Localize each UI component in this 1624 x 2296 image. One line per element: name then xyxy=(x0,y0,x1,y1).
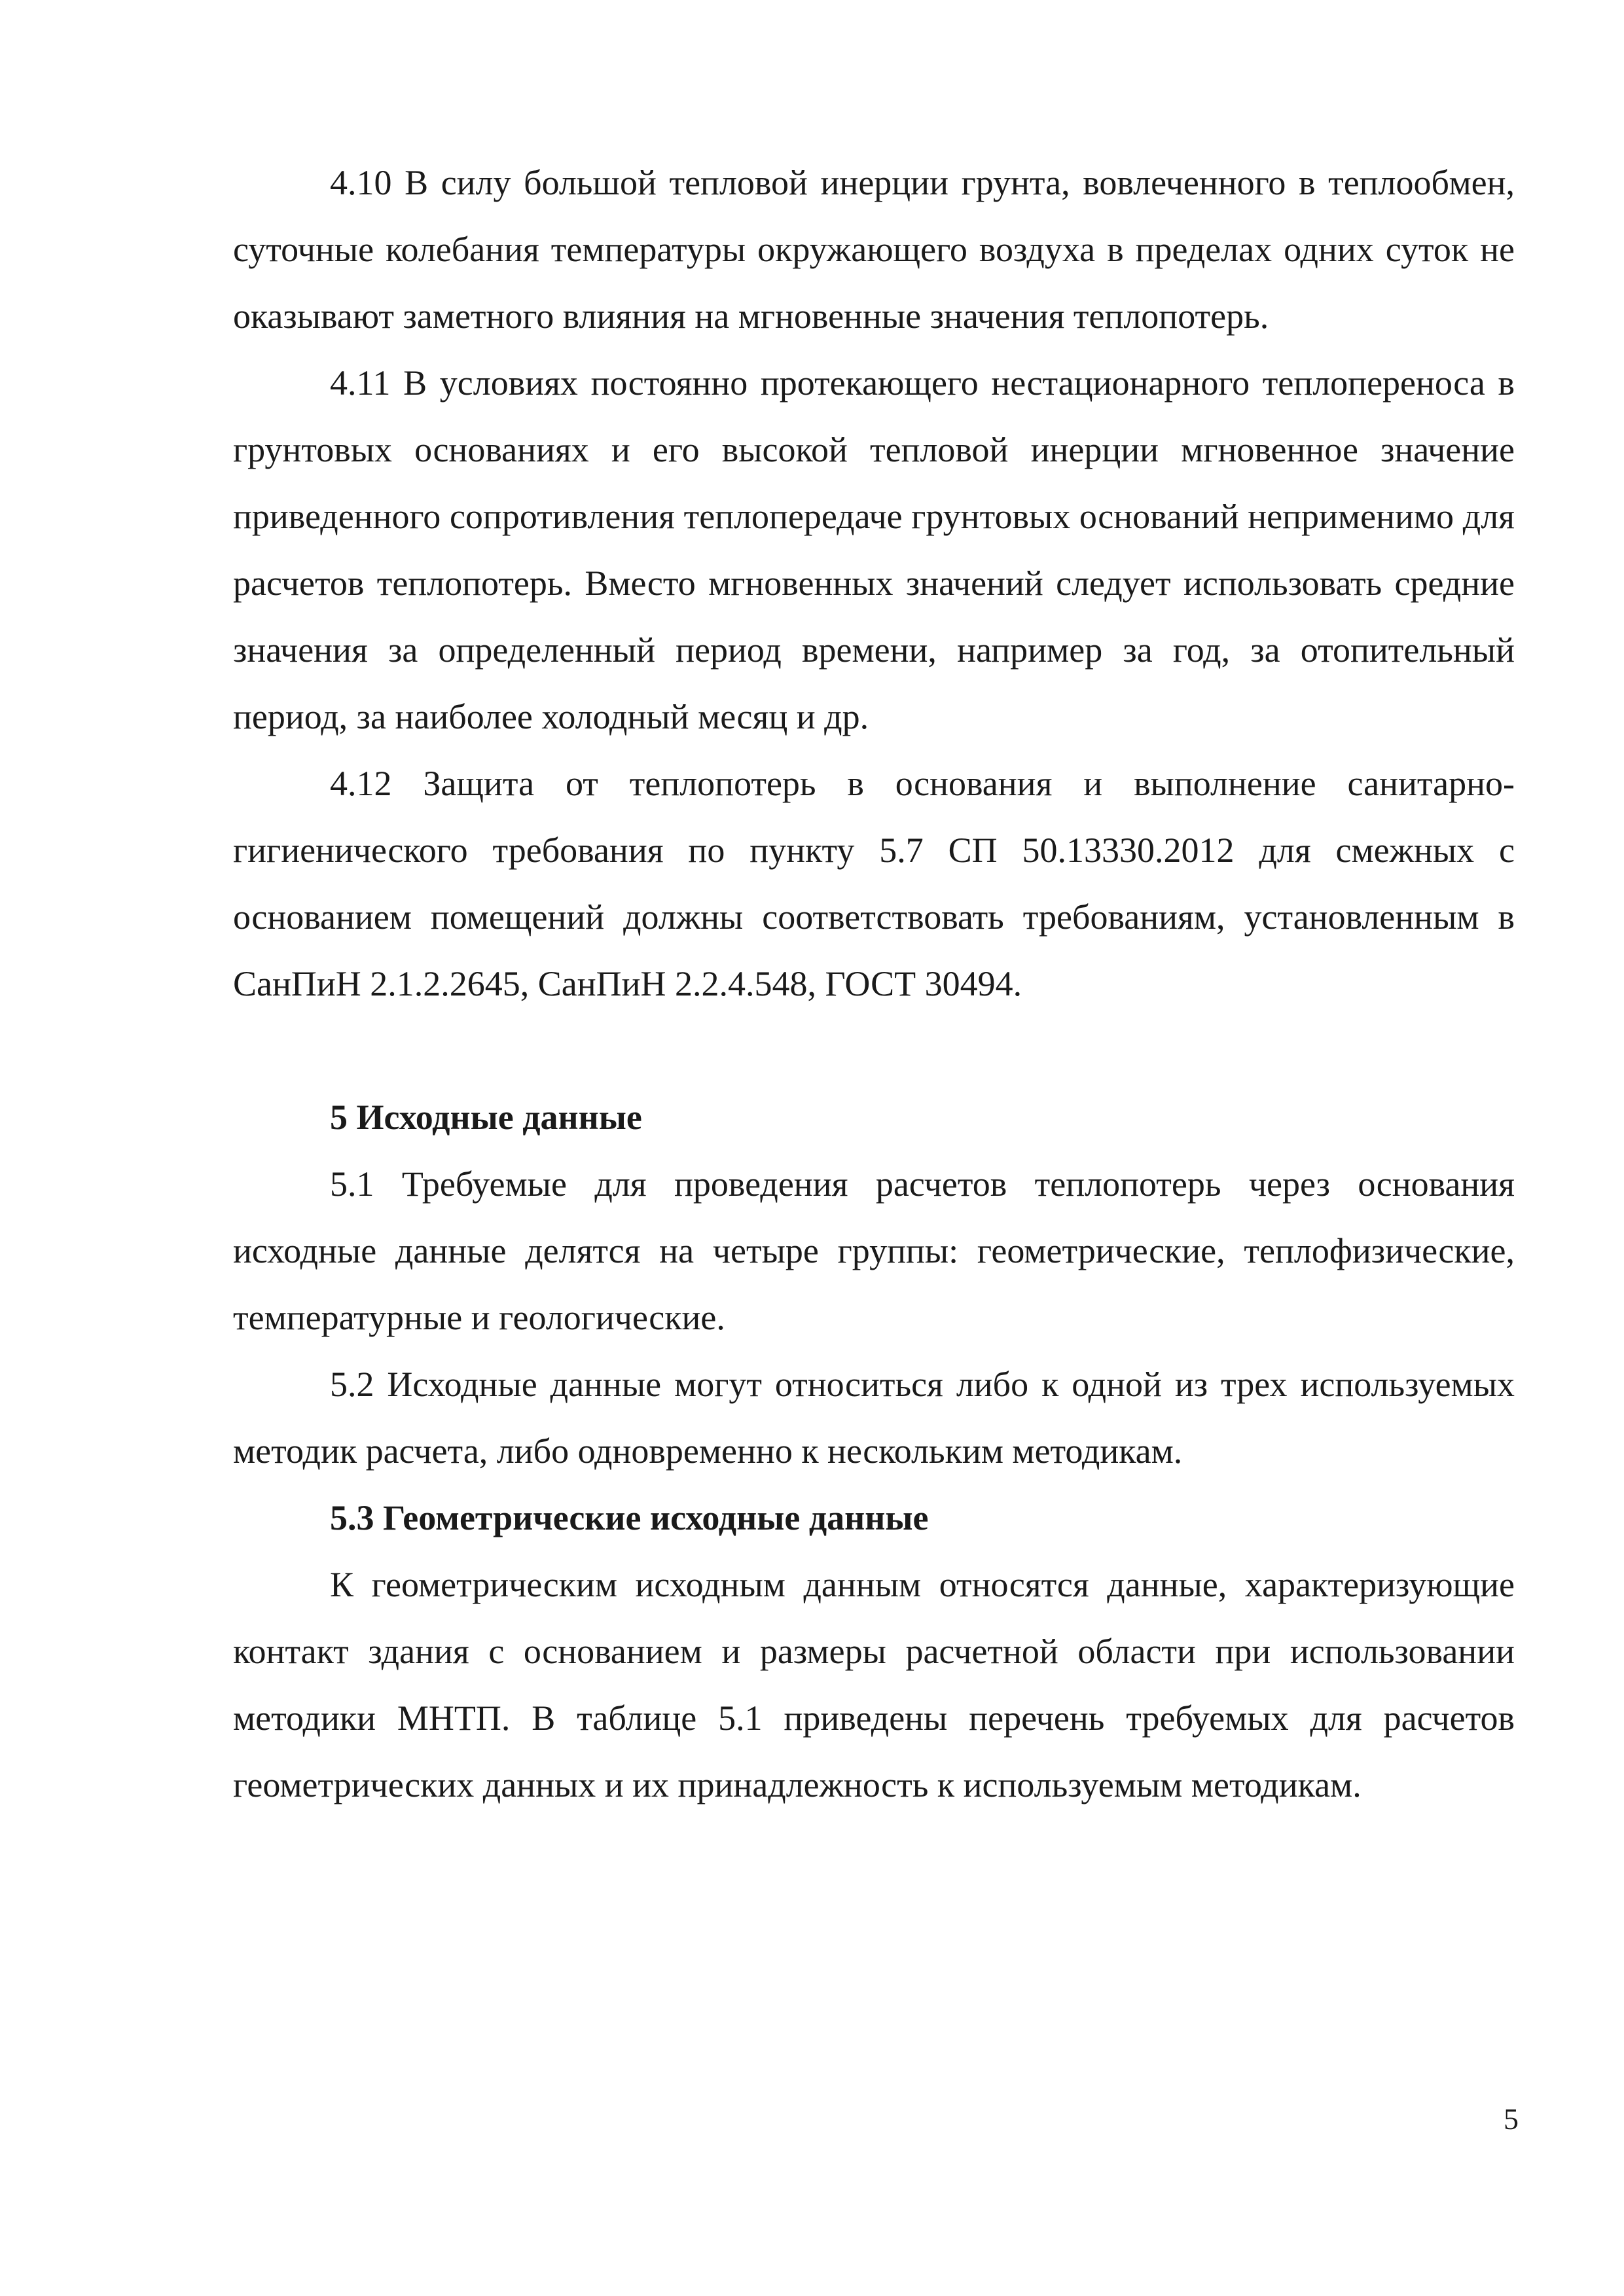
paragraph-5-2: 5.2 Исходные данные могут относиться либо к одной из трех используемых методик расчета, либо одновременно к нескольким методикам. xyxy=(233,1365,1515,1471)
paragraph-4-12: 4.12 Защита от теплопотерь в основания и выполнение санитарно-гигиенического требования по пункту 5.7 СП 50.13330.2012 для смежных с основанием помещений должны соответствовать требованиям, установленным в СанПиН 2.1.2.2645, СанПиН 2.2.4.548, ГОСТ 30494. xyxy=(233,764,1515,1003)
page-number: 5 xyxy=(1504,2102,1519,2136)
paragraph-5-1: 5.1 Требуемые для проведения расчетов теплопотерь через основания исходные данные делятся на четыре группы: геометрические, теплофизические, температурные и геологические. xyxy=(233,1164,1515,1337)
section-5-heading: 5 Исходные данные xyxy=(330,1098,642,1137)
section-gap xyxy=(233,1017,1515,1084)
paragraph-4-10: 4.10 В силу большой тепловой инерции грунта, вовлеченного в теплообмен, суточные колебания температуры окружающего воздуха в пределах одних суток не оказывают заметного влияния на мгновенные значения теплопотерь. xyxy=(233,163,1515,336)
page-body xyxy=(233,149,1515,1818)
paragraph-4-11: 4.11 В условиях постоянно протекающего нестационарного теплопереноса в грунтовых основаниях и его высокой тепловой инерции мгновенное значение приведенного сопротивления теплопередаче грунтовых оснований неприменимо для расчетов теплопотерь. Вместо мгновенных значений следует использовать средние значения за определенный период времени, например за год, за отопительный период, за наиболее холодный месяц и др. xyxy=(233,363,1515,736)
paragraph-5-3-text: К геометрическим исходным данным относятся данные, характеризующие контакт здания с основанием и размеры расчетной области при использовании методики МНТП. В таблице 5.1 приведены перечень требуемых для расчетов геометрических данных и их принадлежность к используемым методикам. xyxy=(233,1565,1515,1804)
section-5-3-heading: 5.3 Геометрические исходные данные xyxy=(330,1498,929,1537)
